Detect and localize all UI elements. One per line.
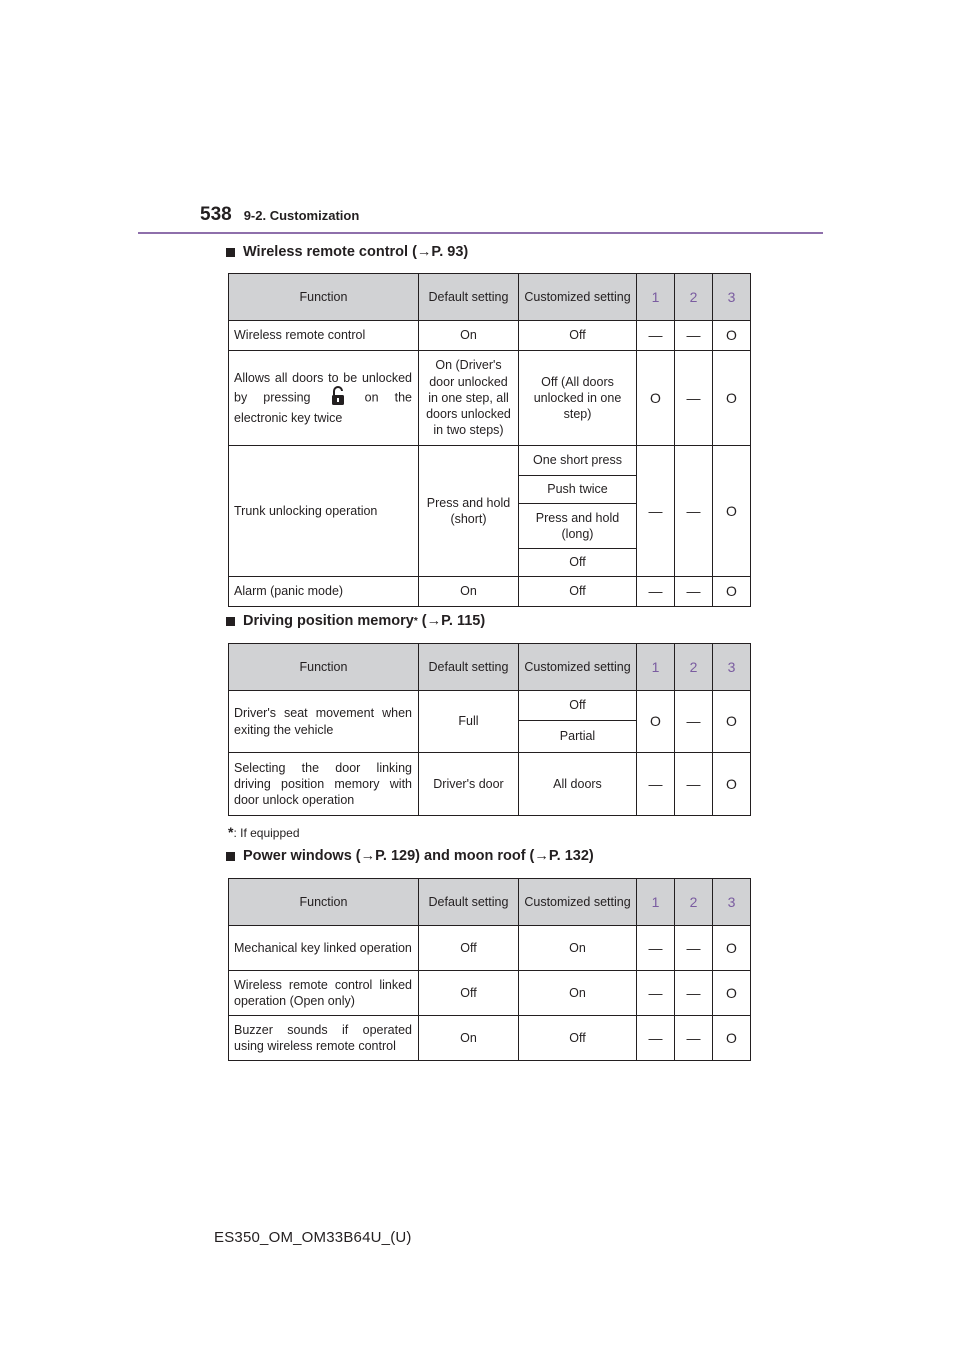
col-2: 2 xyxy=(675,879,713,926)
col-1: 1 xyxy=(637,879,675,926)
cell-custom-option: Push twice xyxy=(519,476,637,504)
cell-function: Buzzer sounds if operated using wireless remote control xyxy=(229,1016,419,1061)
function-text: Allows all doors to be unlocked by pressing xyxy=(234,370,412,405)
cell-c2: — xyxy=(675,577,713,607)
cell-custom: Off xyxy=(519,321,637,351)
cell-custom: All doors xyxy=(519,753,637,816)
header-rule xyxy=(138,232,823,234)
table-power-windows xyxy=(228,878,751,1061)
table-wireless-remote xyxy=(228,273,751,607)
cell-c3: O xyxy=(713,321,751,351)
cell-c1: — xyxy=(637,577,675,607)
cell-c3: O xyxy=(713,351,751,446)
document-id: ES350_OM_OM33B64U_(U) xyxy=(214,1229,412,1246)
cell-default: Full xyxy=(419,691,519,753)
cell-c2: — xyxy=(675,1016,713,1061)
footnote-text: : If equipped xyxy=(233,826,300,840)
col-default-setting: Default setting xyxy=(419,879,519,926)
footnote-star: * xyxy=(228,824,234,840)
heading-text: Driving position memory xyxy=(243,613,414,629)
cell-default: On (Driver's door unlocked in one step, all doors unlocked in two steps) xyxy=(419,351,519,446)
cell-default: On xyxy=(419,1016,519,1061)
col-customized-setting: Customized setting xyxy=(519,879,637,926)
cell-c1: — xyxy=(637,971,675,1016)
col-customized-setting: Customized setting xyxy=(519,644,637,691)
heading-text: Wireless remote control (→P. 93) xyxy=(243,244,469,260)
cell-function xyxy=(229,351,419,446)
cell-c3: O xyxy=(713,577,751,607)
col-2: 2 xyxy=(675,644,713,691)
cell-c2: — xyxy=(675,691,713,753)
table-row xyxy=(229,351,751,446)
col-customized-setting: Customized setting xyxy=(519,274,637,321)
table-row xyxy=(229,446,751,476)
cell-custom: On xyxy=(519,971,637,1016)
section-title: 9-2. Customization xyxy=(243,208,360,223)
cell-function: Mechanical key linked operation xyxy=(229,926,419,971)
page-header xyxy=(200,204,359,226)
cell-custom-option: Off xyxy=(519,549,637,577)
cell-c3: O xyxy=(713,926,751,971)
bullet-square-icon xyxy=(226,248,235,257)
cell-custom-option: Partial xyxy=(519,721,637,753)
cell-c2: — xyxy=(675,926,713,971)
cell-c1: — xyxy=(637,446,675,577)
cell-function: Selecting the door linking driving position memory with door unlock operation xyxy=(229,753,419,816)
cell-c2: — xyxy=(675,971,713,1016)
table-row xyxy=(229,926,751,971)
col-3: 3 xyxy=(713,879,751,926)
col-default-setting: Default setting xyxy=(419,274,519,321)
cell-c1: — xyxy=(637,1016,675,1061)
bullet-square-icon xyxy=(226,852,235,861)
table-header-row xyxy=(229,274,751,321)
table-row xyxy=(229,321,751,351)
col-1: 1 xyxy=(637,274,675,321)
cell-default: Off xyxy=(419,926,519,971)
table-row xyxy=(229,691,751,721)
heading-ref: (→P. 115) xyxy=(421,613,486,629)
unlock-icon xyxy=(331,386,345,410)
col-2: 2 xyxy=(675,274,713,321)
cell-c3: O xyxy=(713,1016,751,1061)
cell-custom: Off xyxy=(519,1016,637,1061)
cell-default: On xyxy=(419,321,519,351)
heading-power-windows xyxy=(226,848,594,864)
cell-c3: O xyxy=(713,753,751,816)
cell-default: Driver's door xyxy=(419,753,519,816)
col-3: 3 xyxy=(713,644,751,691)
heading-wireless-remote xyxy=(226,244,468,260)
cell-custom-option: One short press xyxy=(519,446,637,476)
cell-custom: Off (All doors unlocked in one step) xyxy=(519,351,637,446)
cell-c2: — xyxy=(675,321,713,351)
table-driving-position-memory xyxy=(228,643,751,816)
function-text-after: on the electronic key twice xyxy=(234,390,412,426)
col-default-setting: Default setting xyxy=(419,644,519,691)
table-header-row xyxy=(229,644,751,691)
col-function: Function xyxy=(229,879,419,926)
cell-function: Trunk unlocking operation xyxy=(229,446,419,577)
cell-c1: — xyxy=(637,753,675,816)
footnote-star: * xyxy=(413,615,418,627)
cell-custom: On xyxy=(519,926,637,971)
cell-default: Off xyxy=(419,971,519,1016)
cell-c1: — xyxy=(637,321,675,351)
cell-function: Wireless remote control linked operation (Open only) xyxy=(229,971,419,1016)
heading-text: Power windows (→P. 129) and moon roof (→P. 132) xyxy=(243,848,594,864)
col-function: Function xyxy=(229,274,419,321)
cell-function: Driver's seat movement when exiting the vehicle xyxy=(229,691,419,753)
cell-default: On xyxy=(419,577,519,607)
cell-c1: O xyxy=(637,691,675,753)
cell-c2: — xyxy=(675,351,713,446)
cell-c2: — xyxy=(675,753,713,816)
table-row xyxy=(229,1016,751,1061)
footnote xyxy=(228,824,300,840)
table-row xyxy=(229,577,751,607)
col-1: 1 xyxy=(637,644,675,691)
cell-custom-option: Off xyxy=(519,691,637,721)
cell-c2: — xyxy=(675,446,713,577)
cell-default: Press and hold (short) xyxy=(419,446,519,577)
cell-function: Alarm (panic mode) xyxy=(229,577,419,607)
table-row xyxy=(229,971,751,1016)
table-row xyxy=(229,753,751,816)
cell-c1: O xyxy=(637,351,675,446)
cell-c1: — xyxy=(637,926,675,971)
col-3: 3 xyxy=(713,274,751,321)
cell-custom: Off xyxy=(519,577,637,607)
bullet-square-icon xyxy=(226,617,235,626)
col-function: Function xyxy=(229,644,419,691)
heading-driving-position-memory xyxy=(226,613,485,629)
cell-c3: O xyxy=(713,446,751,577)
cell-function: Wireless remote control xyxy=(229,321,419,351)
cell-c3: O xyxy=(713,971,751,1016)
cell-custom-option: Press and hold (long) xyxy=(519,504,637,549)
cell-c3: O xyxy=(713,691,751,753)
table-header-row xyxy=(229,879,751,926)
page-number: 538 xyxy=(200,204,232,225)
